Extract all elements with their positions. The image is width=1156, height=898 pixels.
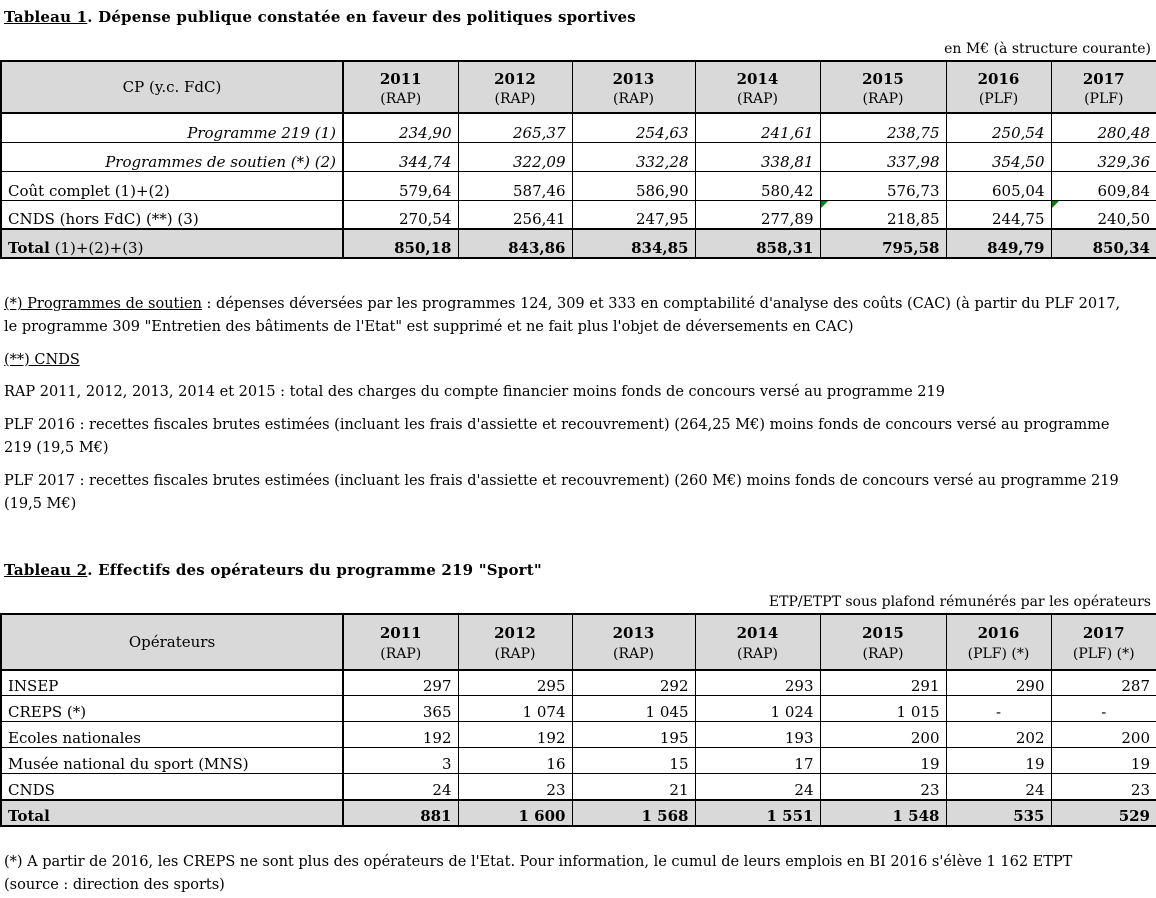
table2-cell-value: 292 [659, 677, 689, 696]
table1-header-year: 2015 [862, 69, 904, 88]
table2-cell-2014 [695, 670, 820, 696]
table2-row-3 [1, 748, 1156, 774]
table1-unit-note: en M€ (à structure courante) [944, 41, 1151, 57]
table1-cell-value: 338,81 [761, 152, 814, 171]
table2-header-sub: (PLF) (*) [967, 646, 1030, 663]
table2-cell-value: 1 600 [518, 806, 566, 825]
footnote-star-line2: le programme 309 "Entretien des bâtiments de l'Etat" est supprimé et ne fait plus l'objet de déversements en CAC) [4, 319, 854, 336]
table1-header-year: 2013 [612, 69, 655, 88]
table1-cell-2016 [946, 200, 1051, 229]
table2-header-sub: (RAP) [737, 646, 778, 663]
table2-footnote: (*) A partir de 2016, les CREPS ne sont plus des opérateurs de l'Etat. Pour information, le cumul de leurs emplois en BI 2016 s'élève 1 162 ETPT (source : direction des sports) [4, 853, 1073, 894]
table2-cell-value: 192 [422, 729, 452, 748]
table1-cell-2014 [695, 113, 820, 142]
table1-cell-2011 [343, 229, 458, 258]
table2-cell-2016 [946, 696, 1051, 722]
table2-cell-2011 [343, 774, 458, 800]
table1-cell-2011 [343, 113, 458, 142]
table2-cell-value: 195 [659, 729, 689, 748]
table2-header-sub: (PLF) (*) [1072, 646, 1135, 663]
table2-cell-2017 [1051, 696, 1156, 722]
table2-cell-2012 [458, 774, 572, 800]
table1-header-sub: (RAP) [494, 91, 536, 108]
table1-cell-value: 354,50 [992, 152, 1045, 171]
table2-header-2014 [695, 614, 820, 670]
table1-cell-value: 247,95 [636, 210, 689, 228]
table1-cell-2017 [1051, 142, 1156, 171]
table2-cell-value: 24 [432, 780, 452, 799]
table1-row-3 [1, 200, 1156, 229]
table2-cell-2016 [946, 774, 1051, 800]
footnote-star-underline: (*) Programmes de soutien [4, 296, 202, 312]
table2-title-text: . Effectifs des opérateurs du programme 219 "Sport" [87, 560, 542, 579]
table2-cell-2012 [458, 670, 572, 696]
table1-cell-2017 [1051, 171, 1156, 200]
table1-cell-value: 344,74 [399, 152, 452, 171]
table1-cell-2015 [820, 200, 946, 229]
table1-row-label: Programme 219 (1) [1, 113, 343, 142]
table2-cell-value: 291 [910, 677, 940, 696]
table1-cell-2014 [695, 171, 820, 200]
table2-cell-value: 529 [1118, 806, 1150, 825]
table2-cell-value: 24 [794, 780, 814, 799]
table2-cell-value: 23 [1130, 780, 1150, 799]
table2-cell-value: 193 [784, 729, 814, 748]
table2-header-sub: (RAP) [380, 646, 422, 663]
table1-cell-value: 254,63 [636, 123, 689, 142]
footnote-cnds-heading: (**) CNDS [4, 351, 80, 368]
footnote-plf-2017: PLF 2017 : recettes fiscales brutes estimées (incluant les frais d'assiette et recouvrement) (260 M€) moins fonds de concours versé au programme 219 (19,5 M€) [4, 472, 1119, 513]
table2-cell-2015 [820, 696, 946, 722]
table2-cell-2017 [1051, 748, 1156, 774]
table2-header-year: 2016 [977, 624, 1020, 643]
table2-cell-2014 [695, 722, 820, 748]
table2-cell-2013 [572, 800, 695, 826]
table1-header-sub: (PLF) [978, 91, 1019, 108]
table1-cell-2012 [458, 200, 572, 229]
table2-cell-2017 [1051, 670, 1156, 696]
table2-cell-value: 202 [1015, 729, 1045, 748]
table2-cell-value: 365 [422, 703, 452, 722]
table2-row-4 [1, 774, 1156, 800]
table1-row-label: Programmes de soutien (*) (2) [1, 142, 343, 171]
table1-header-row [1, 61, 1156, 113]
table2-cell-2011 [343, 696, 458, 722]
table1-cell-value: 241,61 [761, 123, 814, 142]
table1-title [4, 8, 1156, 26]
table2-cell-2011 [343, 670, 458, 696]
table2-cell-2012 [458, 696, 572, 722]
table1-cell-2013 [572, 229, 695, 258]
table2-cell-2014 [695, 774, 820, 800]
table1-header-2016 [946, 61, 1051, 113]
table2-cell-2016 [946, 800, 1051, 826]
table1-cell-value: 579,64 [399, 181, 452, 200]
table1-cell-value: 850,18 [394, 239, 452, 257]
table2-cell-value: 200 [1121, 729, 1150, 748]
table1-row-2 [1, 171, 1156, 200]
table2-cell-value: 23 [920, 780, 940, 799]
table2-cell-value: 15 [669, 755, 689, 774]
table1-cell-2013 [572, 113, 695, 142]
table1-header-label: CP (y.c. FdC) [1, 61, 343, 113]
table1-header-year: 2016 [977, 69, 1020, 88]
table1-cell-value: 587,46 [513, 181, 566, 200]
table2-cell-2017 [1051, 722, 1156, 748]
table2-cell-value: 287 [1121, 677, 1150, 696]
table1-footnotes [4, 293, 1156, 517]
table1-header-sub: (RAP) [380, 91, 422, 108]
table1-cell-2017 [1051, 113, 1156, 142]
table2-row-label: CREPS (*) [1, 696, 343, 722]
table2-header-2017 [1051, 614, 1156, 670]
table1-cell-2017 [1051, 200, 1156, 229]
table1-header-2012 [458, 61, 572, 113]
table1-cell-value: 240,50 [1097, 210, 1150, 228]
table1-row-4 [1, 229, 1156, 258]
table1-cell-2016 [946, 142, 1051, 171]
table1-cell-value: 843,86 [508, 239, 566, 257]
table1-header-year: 2017 [1082, 69, 1125, 88]
table1-cell-value: 270,54 [399, 210, 452, 228]
table1-cell-value: 834,85 [631, 239, 689, 257]
table1-cell-value: 858,31 [756, 239, 814, 257]
table1-cell-value: 580,42 [761, 181, 814, 200]
table1-cell-2012 [458, 229, 572, 258]
table2-cell-2015 [820, 800, 946, 826]
table2-cell-2011 [343, 748, 458, 774]
table1-header-2014 [695, 61, 820, 113]
table1-cell-value: 250,54 [992, 123, 1045, 142]
table2-unit-note: ETP/ETPT sous plafond rémunérés par les opérateurs [768, 593, 1151, 610]
table2-cell-2017 [1051, 774, 1156, 800]
table2-cell-2015 [820, 722, 946, 748]
table2-header-sub: (RAP) [613, 646, 654, 663]
table2-cell-2013 [572, 722, 695, 748]
footnote-plf-2016: PLF 2016 : recettes fiscales brutes estimées (incluant les frais d'assiette et recouvrement) (264,25 M€) moins fonds de concours versé au programme 219 (19,5 M€) [4, 416, 1110, 457]
table2-cell-2014 [695, 696, 820, 722]
table2-cell-value: 535 [1013, 806, 1045, 825]
table2-cell-value: 21 [669, 780, 689, 799]
table2-header-2011 [343, 614, 458, 670]
table2-header-year: 2013 [612, 624, 655, 643]
table1-cell-2014 [695, 142, 820, 171]
table1-cell-value: 234,90 [399, 123, 452, 142]
table2-cell-2015 [820, 774, 946, 800]
table1-cell-2011 [343, 171, 458, 200]
table2-cell-2012 [458, 748, 572, 774]
table2-header-2013 [572, 614, 695, 670]
table1-header-sub: (RAP) [613, 91, 654, 108]
table1-cell-value: 850,34 [1092, 239, 1150, 257]
cell-flag-triangle-icon [1052, 201, 1059, 208]
table2-header-year: 2014 [736, 624, 779, 643]
table2-cell-2016 [946, 722, 1051, 748]
table2-header-year: 2012 [494, 624, 536, 643]
table1-cell-value: 322,09 [513, 152, 566, 171]
table2-cell-2011 [343, 722, 458, 748]
table1-header-2015 [820, 61, 946, 113]
table1-header-2011 [343, 61, 458, 113]
table1-cell-value: 332,28 [636, 152, 689, 171]
table2-header-label: Opérateurs [1, 614, 343, 670]
table1-cell-2012 [458, 113, 572, 142]
table2-cell-value: 1 548 [892, 806, 940, 825]
table2-cell-value: 19 [1025, 755, 1045, 774]
table1-title-number: Tableau 1 [4, 8, 88, 26]
table2-cell-2013 [572, 696, 695, 722]
table2-cell-2012 [458, 800, 572, 826]
table1-header-2017 [1051, 61, 1156, 113]
table1-cell-value: 256,41 [513, 210, 566, 228]
table1-cell-2011 [343, 200, 458, 229]
table1-header-2013 [572, 61, 695, 113]
table2-cell-value: 19 [920, 755, 940, 774]
table1-row-1 [1, 142, 1156, 171]
table1-cell-value: 337,98 [887, 152, 940, 171]
table1-header-sub: (RAP) [737, 91, 778, 108]
table1-row-0 [1, 113, 1156, 142]
table2-cell-value: 290 [1015, 677, 1045, 696]
table2-cell-2014 [695, 800, 820, 826]
table2-header-2015 [820, 614, 946, 670]
table2-header-2016 [946, 614, 1051, 670]
table2-cell-2015 [820, 748, 946, 774]
table2-header-row [1, 614, 1156, 670]
table1-cell-value: 218,85 [887, 210, 940, 228]
table1-cell-value: 280,48 [1097, 123, 1150, 142]
table2-cell-2015 [820, 670, 946, 696]
table1-cell-2016 [946, 171, 1051, 200]
table1-cell-value: 586,90 [636, 181, 689, 200]
table2-cell-2013 [572, 774, 695, 800]
table1-header-sub: (PLF) [1084, 91, 1124, 108]
table1-cell-2013 [572, 200, 695, 229]
table2-cell-value: 1 045 [645, 703, 689, 722]
table1-cell-value: 329,36 [1097, 152, 1150, 171]
table2-cell-value: 1 074 [522, 703, 566, 722]
table2-row-label: Total [1, 800, 343, 826]
table1-cell-value: 605,04 [992, 181, 1045, 200]
table1-cell-value: 609,84 [1097, 181, 1150, 200]
table1-cell-value: 849,79 [987, 239, 1045, 257]
table2-row-label: CNDS [1, 774, 343, 800]
table2-header-year: 2015 [862, 624, 904, 643]
table1-cell-2014 [695, 200, 820, 229]
table2-cell-value: 24 [1025, 780, 1045, 799]
table1-cell-2011 [343, 142, 458, 171]
table2-header-sub: (RAP) [862, 646, 904, 663]
table2-header-sub: (RAP) [494, 646, 536, 663]
table2-cell-2014 [695, 748, 820, 774]
table2-cell-2012 [458, 722, 572, 748]
table1-title-text: . Dépense publique constatée en faveur des politiques sportives [87, 8, 636, 26]
footnote-star-text: : dépenses déversées par les programmes 124, 309 et 333 en comptabilité d'analyse des coûts (CAC) (à partir du PLF 2017, [201, 296, 1121, 312]
table2-title [4, 561, 1156, 579]
table1-header-year: 2012 [494, 69, 536, 88]
table2-cell-value: - [1101, 703, 1107, 722]
table2-effectifs-operateurs [0, 613, 1156, 827]
table2-header-year: 2011 [379, 624, 422, 643]
table2-row-label: Musée national du sport (MNS) [1, 748, 343, 774]
table2-cell-2011 [343, 800, 458, 826]
cell-flag-triangle-icon [821, 201, 828, 208]
table1-header-year: 2014 [736, 69, 779, 88]
table2-cell-2013 [572, 748, 695, 774]
table2-cell-value: 19 [1130, 755, 1150, 774]
table1-cell-value: 265,37 [513, 123, 566, 142]
table2-cell-2016 [946, 748, 1051, 774]
table1-row-label: CNDS (hors FdC) (**) (3) [1, 200, 343, 229]
table1-depense-publique [0, 60, 1156, 259]
table1-header-sub: (RAP) [862, 91, 904, 108]
table2-cell-value: 17 [794, 755, 814, 774]
table2-cell-2016 [946, 670, 1051, 696]
table1-row-label: Total (1)+(2)+(3) [1, 229, 343, 258]
table2-cell-value: 3 [441, 755, 452, 774]
table2-cell-value: 192 [536, 729, 566, 748]
table1-cell-2012 [458, 142, 572, 171]
table1-row-label: Coût complet (1)+(2) [1, 171, 343, 200]
table2-cell-value: 200 [910, 729, 940, 748]
table2-cell-value: 16 [546, 755, 566, 774]
table2-title-number: Tableau 2 [4, 560, 88, 579]
table2-cell-value: 23 [546, 780, 566, 799]
table2-cell-2013 [572, 670, 695, 696]
table2-cell-value: - [995, 703, 1002, 722]
table1-cell-value: 277,89 [761, 210, 814, 228]
table1-cell-2013 [572, 171, 695, 200]
footnote-rap: RAP 2011, 2012, 2013, 2014 et 2015 : total des charges du compte financier moins fonds de concours versé au programme 219 [4, 384, 945, 401]
table2-cell-value: 881 [420, 806, 452, 825]
table1-cell-value: 795,58 [882, 239, 940, 257]
table1-cell-2016 [946, 229, 1051, 258]
table2-row-label: INSEP [1, 670, 343, 696]
table1-cell-value: 576,73 [887, 181, 940, 200]
table2-row-2 [1, 722, 1156, 748]
table1-cell-value: 244,75 [992, 210, 1045, 228]
table1-cell-2012 [458, 171, 572, 200]
table1-cell-2013 [572, 142, 695, 171]
table1-cell-2014 [695, 229, 820, 258]
footnote-programmes-de-soutien [4, 293, 1156, 340]
table2-cell-value: 1 015 [896, 703, 940, 722]
table2-row-1 [1, 696, 1156, 722]
table1-header-year: 2011 [379, 69, 422, 88]
table2-cell-value: 1 551 [766, 806, 814, 825]
table2-cell-value: 1 024 [770, 703, 814, 722]
table2-cell-value: 1 568 [641, 806, 689, 825]
table2-cell-value: 293 [784, 677, 814, 696]
table1-cell-value: 238,75 [887, 123, 940, 142]
table2-header-2012 [458, 614, 572, 670]
table2-row-5 [1, 800, 1156, 826]
table2-cell-value: 297 [422, 677, 452, 696]
table2-row-label: Ecoles nationales [1, 722, 343, 748]
table2-cell-2017 [1051, 800, 1156, 826]
table2-header-year: 2017 [1082, 624, 1125, 643]
table2-cell-value: 295 [536, 677, 566, 696]
table1-cell-2015 [820, 113, 946, 142]
table1-cell-2017 [1051, 229, 1156, 258]
table2-row-0 [1, 670, 1156, 696]
table1-cell-2015 [820, 229, 946, 258]
table1-cell-2015 [820, 142, 946, 171]
table1-cell-2015 [820, 171, 946, 200]
table1-cell-2016 [946, 113, 1051, 142]
